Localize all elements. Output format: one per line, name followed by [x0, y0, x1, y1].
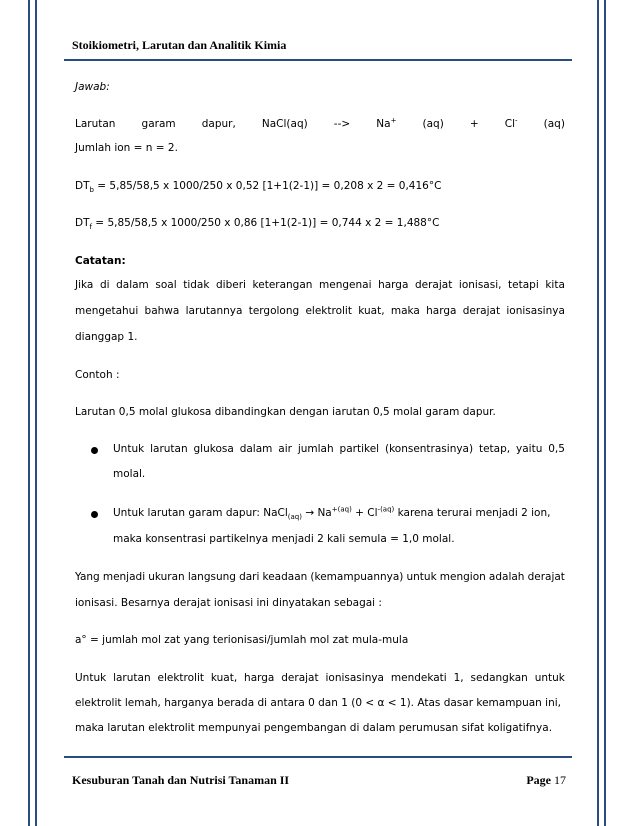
bullet2-line1: Untuk larutan garam dapur: NaCl$_{(aq)}$ → $Na^{+(aq)} + Cl^{-(aq)}$ karena terurai menjadi 2 ion, — [113, 505, 551, 522]
para1-line2: ionisasi. Besarnya derajat ionisasi ini dinyatakan sebagai : — [75, 597, 382, 609]
eq-word: --> — [333, 118, 351, 130]
eq-word: + — [469, 118, 479, 130]
catatan-title: Catatan: — [75, 255, 126, 267]
page-header: Stoikiometri, Larutan dan Analitik Kimia — [72, 38, 287, 52]
bullet-icon — [91, 511, 98, 518]
eq-word-na: Na+ — [376, 116, 397, 130]
eq-word: garam — [141, 118, 176, 130]
para2-line2: elektrolit lemah, harganya berada di antara 0 dan 1 (0 < α < 1). Atas dasar kemampuan ini, — [75, 697, 561, 709]
dtf-line: $DT_f = 5,85/58,5$ x 1000/250 x 0,86 [1+1(2-1)] = 0,744 x 2 = 1,488°C — [75, 217, 440, 232]
bullet-icon — [91, 447, 98, 454]
page-footer: Kesuburan Tanah dan Nutrisi Tanaman II — [72, 773, 290, 787]
page-border-right — [597, 0, 606, 826]
jawab-label: Jawab: — [75, 81, 110, 93]
para1-line1: Yang menjadi ukuran langsung dari keadaan (kemampuannya) untuk mengion adalah derajat — [75, 571, 565, 583]
catatan-line-2: mengetahui bahwa larutannya tergolong elektrolit kuat, maka harga derajat ionisasinya — [75, 305, 565, 317]
eq-word-cl: Cl- — [504, 116, 518, 130]
ion-count: Jumlah ion = n = 2. — [75, 142, 178, 154]
eq-word: NaCl(aq) — [261, 118, 308, 130]
contoh-label: Contoh : — [75, 369, 120, 381]
formula-line: a° = jumlah mol zat yang terionisasi/jumlah mol zat mula-mula — [75, 634, 409, 646]
page-number: Page 17 — [526, 773, 566, 787]
eq-word: dapur, — [201, 118, 236, 130]
catatan-line-1: Jika di dalam soal tidak diberi keterangan mengenai harga derajat ionisasi, tetapi kita — [75, 279, 565, 291]
bullet2-line2: maka konsentrasi partikelnya menjadi 2 kali semula = 1,0 molal. — [113, 533, 455, 545]
bullet1-line1: Untuk larutan glukosa dalam air jumlah partikel (konsentrasinya) tetap, yaitu 0,5 — [113, 443, 565, 455]
dtb-line: $DT_b = 5,85/58,5$ x 1000/250 x 0,52 [1+1(2-1)] = 0,208 x 2 = 0,416°C — [75, 180, 442, 195]
contoh-text: Larutan 0,5 molal glukosa dibandingkan dengan iarutan 0,5 molal garam dapur. — [75, 406, 496, 418]
header-divider — [64, 59, 572, 61]
para2-line1: Untuk larutan elektrolit kuat, harga derajat ionisasinya mendekati 1, sedangkan untuk — [75, 672, 565, 684]
eq-word: (aq) — [422, 118, 444, 130]
page-border-left — [28, 0, 37, 826]
equation-line — [75, 117, 565, 131]
bullet1-line2: molal. — [113, 468, 146, 480]
eq-word: Larutan — [75, 118, 116, 130]
eq-word: (aq) — [543, 118, 565, 130]
para2-line3: maka larutan elektrolit mempunyai pengembangan di dalam perumusan sifat koligatifnya. — [75, 722, 553, 734]
catatan-line-3: dianggap 1. — [75, 331, 138, 343]
footer-divider — [64, 756, 572, 758]
